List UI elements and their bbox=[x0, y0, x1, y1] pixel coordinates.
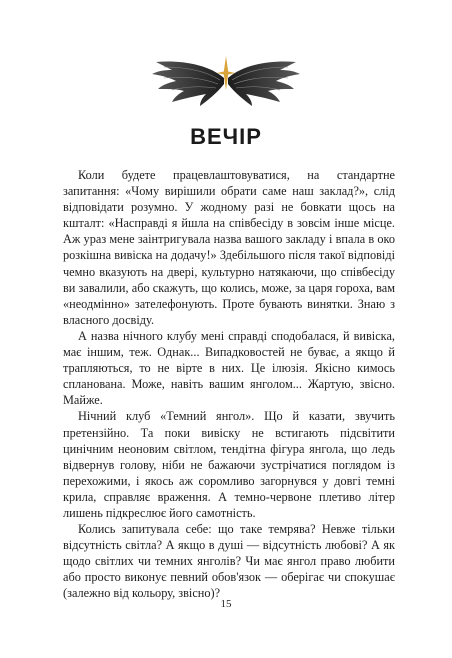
paragraph: А назва нічного клубу мені справді сподобалася, й вивіска, має іншим, теж. Однак... Випадковостей не буває, а якщо й трапляються, то не вірте в них. Це ілюзія. Якісно кимось спланована. Може, навіть вашим янголом... Жартую, звісно. Майже. bbox=[63, 328, 395, 408]
paragraph: Колись запитувала себе: що таке темрява? Невже тільки відсутність світла? А якщо в душі — відсутність любові? А як щодо світлих чи темних янголів? Чи має янгол право любити або просто виконує певний обов'язок — оберігає чи спокушає (залежно від кольору, звісно)? bbox=[63, 522, 395, 601]
winged-star-ornament bbox=[150, 54, 302, 114]
left-wing-icon bbox=[152, 62, 224, 106]
paragraph: Нічний клуб «Темний янгол». Що й казати, звучить претензійно. Та поки вивіску не встигають підсвітити цинічним неоновим світлом, тендітна фігура янгола, що ледь відвернув голову, ніби не бажаючи зустрічатися поглядом із перехожими, і якось аж соромливо загорнувся у довгі темні крила, справляє враження. А темно-червоне плетиво літер лишень підкреслює його самотність. bbox=[63, 409, 395, 520]
right-wing-icon bbox=[228, 62, 300, 106]
page-number: 15 bbox=[220, 598, 232, 610]
chapter-body bbox=[63, 167, 395, 602]
paragraph: Коли будете працевлаштовуватися, на стандартне запитання: «Чому вирішили обрати саме наш заклад?», слід відповідати розумно. У жодному разі не бовкати щось на кшталт: «Насправді я йшла на співбесіду в зовсім інше місце. Аж ураз мене заінтригувала назва вашого закладу і впала в око розкішна вивіска на додачу!» Здебільшого після такої відповіді чемно вказують на двері, культурно натякаючи, що співбесіду ви завалили, або скажуть, що колись, може, за царя гороха, вам «неодмінно» зателефонують. Проте бувають винятки. Знаю з власного досвіду. bbox=[63, 168, 395, 327]
chapter-title: ВЕЧІР bbox=[190, 124, 262, 149]
